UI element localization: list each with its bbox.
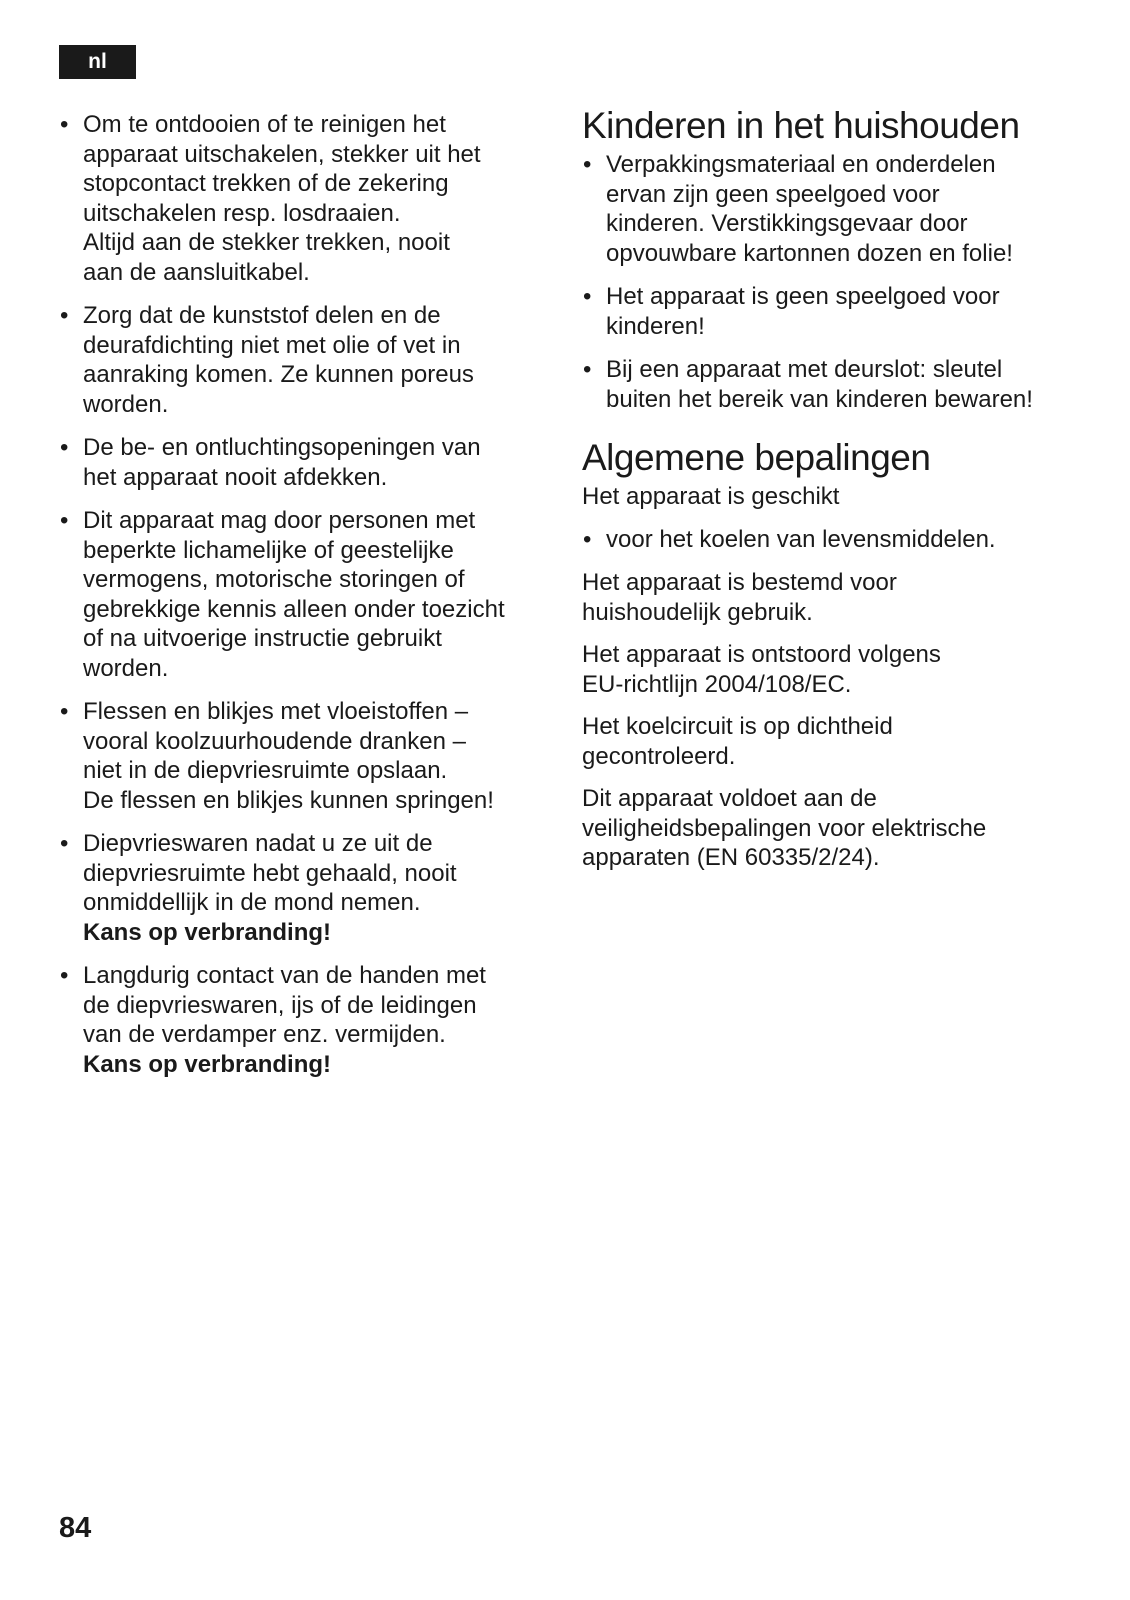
text-line: onmiddellijk in de mond nemen. xyxy=(83,889,421,916)
text-line: worden. xyxy=(83,654,169,682)
list-item xyxy=(59,301,549,419)
text-line: apparaten (EN 60335/2/24). xyxy=(582,844,880,871)
language-tag: nl xyxy=(59,45,136,79)
paragraph xyxy=(582,784,1087,873)
text-line: de diepvrieswaren, ijs of de leidingen xyxy=(83,991,477,1019)
text-line: EU-richtlijn 2004/108/EC. xyxy=(582,670,852,698)
right-column xyxy=(582,104,1087,886)
text-line: aan de aansluitkabel. xyxy=(83,258,310,286)
text-line: deurafdichting niet met olie of vet in xyxy=(83,331,461,359)
list-item xyxy=(59,110,549,287)
text-line: huishoudelijk gebruik. xyxy=(582,598,813,626)
text-line: apparaat uitschakelen, stekker uit het xyxy=(83,140,481,168)
list-item xyxy=(59,829,549,947)
paragraph xyxy=(582,712,1087,771)
text-line: • Bij een apparaat met deurslot: sleutel xyxy=(606,356,1003,383)
text-line: of na uitvoerige instructie gebruikt xyxy=(83,625,442,652)
left-column xyxy=(59,110,549,1093)
text-line: niet in de diepvriesruimte opslaan. xyxy=(83,757,448,784)
text-line: diepvriesruimte hebt gehaald, nooit xyxy=(83,859,457,887)
text-line: gecontroleerd. xyxy=(582,742,736,770)
text-line: Het apparaat is ontstoord volgens xyxy=(582,641,941,668)
list-item xyxy=(59,506,549,683)
paragraph xyxy=(582,568,1087,627)
safety-list xyxy=(59,110,549,1079)
text-line: aanraking komen. Ze kunnen poreus xyxy=(83,361,474,388)
text-line: buiten het bereik van kinderen bewaren! xyxy=(606,385,1033,413)
text-line: worden. xyxy=(83,390,169,418)
section-heading-general: Algemene bepalingen xyxy=(582,437,931,478)
text-line: • voor het koelen van levensmiddelen. xyxy=(606,525,996,553)
text-line: • De be- en ontluchtingsopeningen van xyxy=(83,434,481,461)
text-line: stopcontact trekken of de zekering xyxy=(83,170,449,197)
text-line: ervan zijn geen speelgoed voor xyxy=(606,180,940,208)
list-item xyxy=(582,150,1087,268)
list-item xyxy=(59,433,549,492)
text-line: vermogens, motorische storingen of xyxy=(83,566,465,593)
warning-text: Kans op verbranding! xyxy=(83,918,332,946)
children-list xyxy=(582,150,1087,414)
list-item xyxy=(59,961,549,1079)
text-line: vooral koolzuurhoudende dranken – xyxy=(83,727,466,755)
text-line: gebrekkige kennis alleen onder toezicht xyxy=(83,595,505,623)
text-line: het apparaat nooit afdekken. xyxy=(83,463,388,491)
paragraph xyxy=(582,640,1087,699)
text-line: • Flessen en blikjes met vloeistoffen – xyxy=(83,698,469,725)
text-line: De flessen en blikjes kunnen springen! xyxy=(83,786,494,814)
text-line: • Zorg dat de kunststof delen en de xyxy=(83,302,441,329)
text-line: • Om te ontdooien of te reinigen het xyxy=(83,111,446,138)
text-line: kinderen! xyxy=(606,312,705,340)
text-line: • Het apparaat is geen speelgoed voor xyxy=(606,283,1000,310)
text-line: • Dit apparaat mag door personen met xyxy=(83,507,476,534)
text-line: opvouwbare kartonnen dozen en folie! xyxy=(606,239,1013,267)
text-line: Altijd aan de stekker trekken, nooit xyxy=(83,229,450,256)
list-item xyxy=(59,697,549,815)
section-heading-children: Kinderen in het huishouden xyxy=(582,105,1020,146)
text-line: • Verpakkingsmateriaal en onderdelen xyxy=(606,151,996,178)
text-line: beperkte lichamelijke of geestelijke xyxy=(83,536,454,564)
text-line: • Diepvrieswaren nadat u ze uit de xyxy=(83,830,433,857)
text-line: • Langdurig contact van de handen met xyxy=(83,962,486,989)
text-line: uitschakelen resp. losdraaien. xyxy=(83,199,401,227)
text-line: Dit apparaat voldoet aan de xyxy=(582,785,877,812)
intro-paragraph: Het apparaat is geschikt xyxy=(582,483,840,510)
text-line: van de verdamper enz. vermijden. xyxy=(83,1021,446,1048)
page-number: 84 xyxy=(59,1512,92,1544)
text-line: kinderen. Verstikkingsgevaar door xyxy=(606,210,968,237)
text-line: veiligheidsbepalingen voor elektrische xyxy=(582,814,987,842)
warning-text: Kans op verbranding! xyxy=(83,1050,332,1078)
text-line: Het apparaat is bestemd voor xyxy=(582,569,897,596)
list-item xyxy=(582,282,1087,341)
list-item xyxy=(582,355,1087,414)
list-item xyxy=(582,525,1087,555)
text-line: Het koelcircuit is op dichtheid xyxy=(582,713,893,740)
general-list xyxy=(582,525,1087,555)
